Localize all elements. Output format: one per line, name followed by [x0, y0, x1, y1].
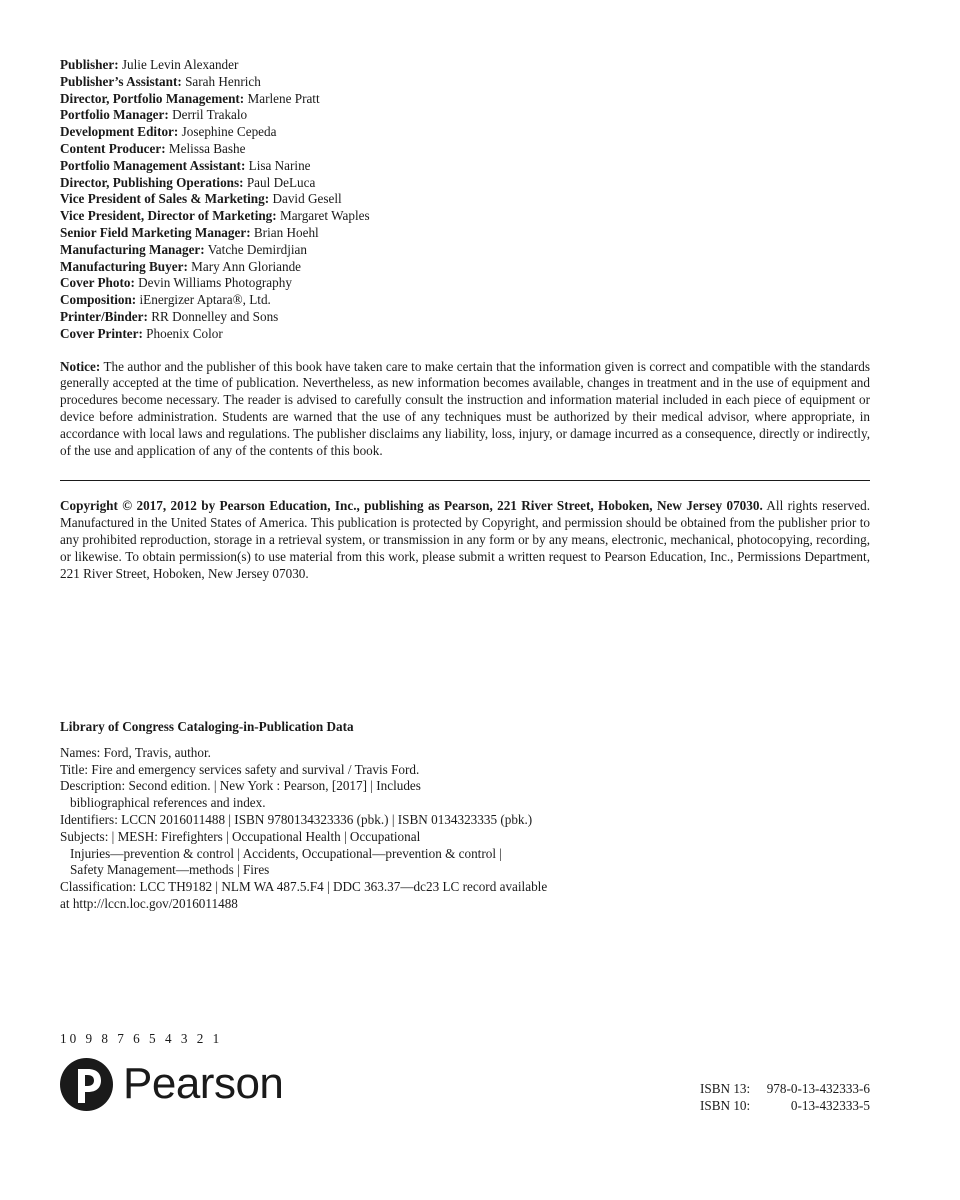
cip-names: Names: Ford, Travis, author. — [60, 744, 211, 760]
cip-subjects-line: Subjects: | MESH: Firefighters | Occupational Health | Occupational — [60, 828, 421, 844]
cip-heading: Library of Congress Cataloging-in-Publication Data — [60, 719, 354, 734]
credit-line — [60, 309, 870, 326]
cip-subjects-continuation: Injuries—prevention & control | Accidents, Occupational—prevention & control | — [70, 845, 502, 861]
credit-label: Portfolio Management Assistant: — [60, 157, 246, 173]
credit-line — [60, 141, 870, 158]
cip-description-line: Description: Second edition. | New York : Pearson, [2017] | Includes — [60, 778, 421, 794]
credit-label: Vice President, Director of Marketing: — [60, 208, 277, 224]
credit-name: Julie Levin Alexander — [121, 57, 239, 72]
cip-data-block — [60, 719, 620, 913]
credit-label: Cover Photo: — [60, 275, 135, 291]
credit-name: Phoenix Color — [146, 325, 223, 341]
credit-name: Margaret Waples — [279, 208, 370, 224]
credit-name: Paul DeLuca — [246, 174, 316, 190]
credit-label: Manufacturing Buyer: — [60, 258, 188, 274]
credit-label: Content Producer: — [60, 140, 166, 156]
print-line: 10 9 8 7 6 5 4 3 2 1 — [60, 1031, 223, 1046]
credit-name: Sarah Henrich — [185, 73, 261, 89]
isbn-block — [700, 1081, 870, 1115]
credit-name: Melissa Bashe — [168, 140, 246, 156]
credit-line — [60, 107, 870, 124]
cip-description — [60, 778, 620, 812]
credit-name: Lisa Narine — [248, 157, 311, 173]
credit-name: RR Donnelley and Sons — [151, 308, 279, 324]
credit-name: Devin Williams Photography — [138, 275, 292, 291]
credit-name: Brian Hoehl — [253, 224, 319, 240]
credit-line — [60, 259, 870, 276]
notice-paragraph — [60, 359, 870, 460]
credit-line — [60, 91, 870, 108]
credit-name: Josephine Cepeda — [181, 124, 277, 140]
credit-name: Marlene Pratt — [247, 90, 320, 106]
pearson-p-logo-icon — [60, 1058, 113, 1111]
pearson-wordmark: Pearson — [123, 1059, 284, 1108]
credit-line — [60, 158, 870, 175]
credit-label: Vice President of Sales & Marketing: — [60, 191, 270, 207]
credit-label: Development Editor: — [60, 124, 179, 140]
isbn10-value: 0-13-432333-5 — [790, 1097, 870, 1113]
credit-line — [60, 242, 870, 259]
cip-description-continuation: bibliographical references and index. — [70, 795, 266, 811]
credit-label: Publisher: — [60, 57, 119, 72]
copyright-page-body — [60, 57, 870, 582]
credit-line — [60, 191, 870, 208]
credit-line — [60, 225, 870, 242]
cip-classification-line: Classification: LCC TH9182 | NLM WA 487.5.F4 | DDC 363.37—dc23 LC record available — [60, 879, 548, 895]
credit-label: Senior Field Marketing Manager: — [60, 224, 251, 240]
credit-label: Printer/Binder: — [60, 308, 148, 324]
credit-label: Director, Publishing Operations: — [60, 174, 244, 190]
cip-classification-line: at http://lccn.loc.gov/2016011488 — [60, 895, 238, 911]
credit-line — [60, 326, 870, 343]
credit-line — [60, 175, 870, 192]
credit-label: Manufacturing Manager: — [60, 241, 205, 257]
isbn13-label: ISBN 13: — [700, 1081, 751, 1096]
copyright-text: All rights reserved. Manufactured in the United States of America. This publication is protected by Copyright, and permission should be obtained from the publisher prior to any prohibited reproduction, storage in a retrieval system, or transmission in any form or by any means, electronic, mechanical, photocopying, recording, or likewise. To obtain permission(s) to use material from this work, please submit a written request to Pearson Education, Inc., Permissions Department, 221 River Street, Hoboken, New Jersey 07030. — [60, 498, 870, 581]
credit-name: Mary Ann Gloriande — [191, 258, 302, 274]
credit-line — [60, 275, 870, 292]
cip-identifiers: Identifiers: LCCN 2016011488 | ISBN 9780134323336 (pbk.) | ISBN 0134323335 (pbk.) — [60, 811, 533, 827]
credit-name: iEnergizer Aptara®, Ltd. — [139, 292, 271, 308]
credit-label: Director, Portfolio Management: — [60, 90, 245, 106]
credit-line — [60, 124, 870, 141]
credit-line — [60, 57, 870, 74]
cip-subjects — [60, 829, 620, 879]
copyright-paragraph — [60, 498, 870, 582]
credit-label: Composition: — [60, 292, 137, 308]
credit-label: Publisher’s Assistant: — [60, 73, 182, 89]
cip-title: Title: Fire and emergency services safety and survival / Travis Ford. — [60, 761, 420, 777]
isbn10-row — [700, 1098, 870, 1115]
copyright-statement: Copyright © 2017, 2012 by Pearson Education, Inc., publishing as Pearson, 221 River Street, Hoboken, New Jersey 07030. — [60, 498, 763, 514]
cip-subjects-continuation: Safety Management—methods | Fires — [70, 862, 270, 878]
notice-text: The author and the publisher of this book have taken care to make certain that the information given is correct and compatible with the standards generally accepted at the time of publication. Nevertheless, as new information becomes available, changes in treatment and in the use of equipment and procedures become necessary. The reader is advised to carefully consult the instruction and information material included in each piece of equipment or device before administration. Students are warned that the use of any techniques must be authorized by their medical advisor, where appropriate, in accordance with local laws and regulations. The publisher disclaims any liability, loss, injury, or damage incurred as a consequence, directly or indirectly, of the use and application of any of the contents of this book. — [60, 358, 870, 458]
pearson-logo — [60, 1055, 283, 1113]
credit-name: David Gesell — [272, 191, 342, 207]
isbn13-value: 978-0-13-432333-6 — [766, 1081, 870, 1096]
credit-line — [60, 74, 870, 91]
isbn13-row — [700, 1081, 870, 1098]
credit-line — [60, 208, 870, 225]
credit-name: Vatche Demirdjian — [207, 241, 307, 257]
production-credits — [60, 57, 870, 343]
credit-name: Derril Trakalo — [172, 107, 248, 123]
section-divider — [60, 480, 870, 481]
isbn10-label: ISBN 10: — [700, 1097, 751, 1113]
cip-classification — [60, 879, 620, 913]
credit-label: Cover Printer: — [60, 325, 143, 341]
credit-line — [60, 292, 870, 309]
credit-label: Portfolio Manager: — [60, 107, 169, 123]
notice-label: Notice: — [60, 358, 101, 374]
